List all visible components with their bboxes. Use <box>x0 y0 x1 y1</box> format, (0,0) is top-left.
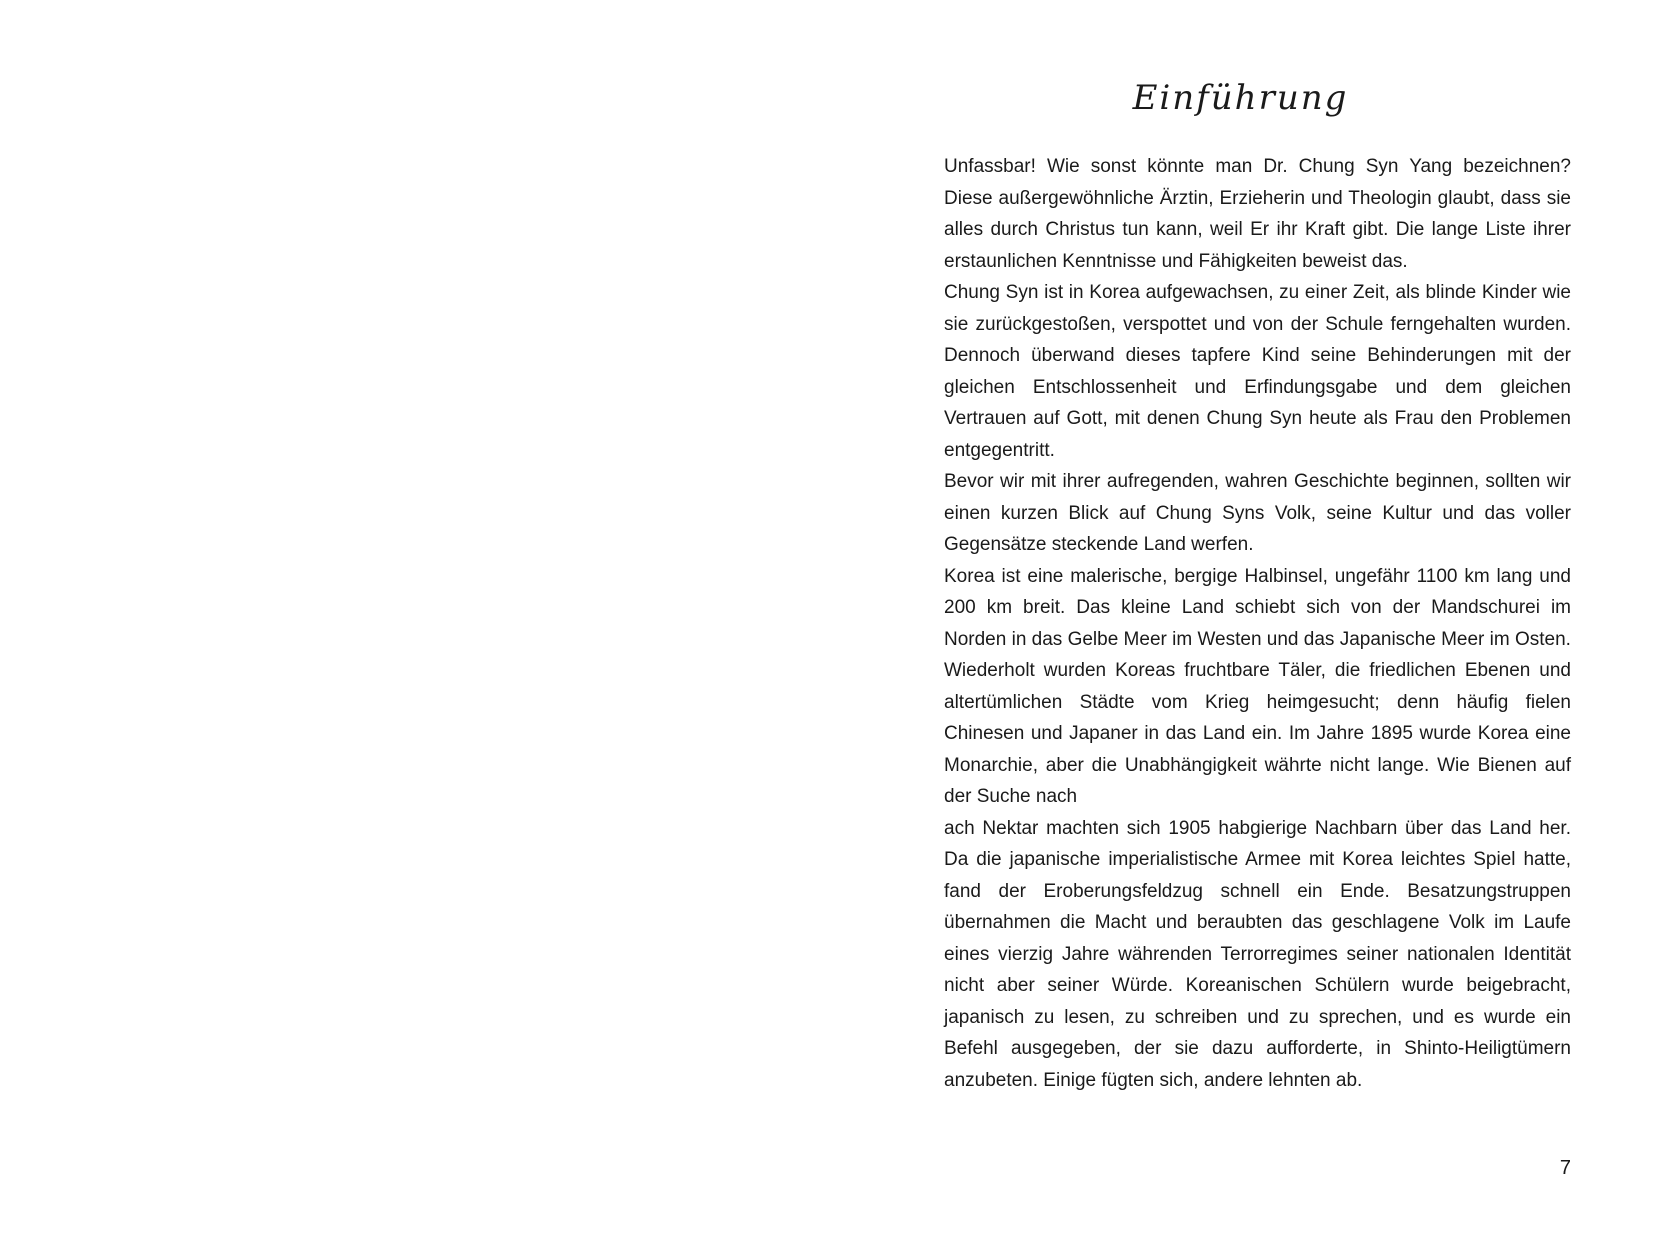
chapter-title: Einführung <box>1132 78 1349 118</box>
paragraph-childhood: Chung Syn ist in Korea aufgewachsen, zu einer Zeit, als blinde Kinder wie sie zurückgestoßen, verspottet und von der Schule ferngehalten wurden. Dennoch überwand dieses tapfere Kind seine Behinderungen mit der gleichen Entschlossenheit und Erfindungsgabe und dem gleichen Vertrauen auf Gott, mit denen Chung Syn heute als Frau den Problemen entgegentritt. <box>944 282 1571 461</box>
body-text <box>944 151 1571 1096</box>
paragraph-occupation: ach Nektar machten sich 1905 habgierige Nachbarn über das Land her. Da die japanische imperialistische Armee mit Korea leichtes Spiel hatte, fand der Eroberungsfeldzug schnell ein Ende. Besatzungstruppen übernahmen die Macht und beraubten das geschlagene Volk im Laufe eines vierzig Jahre währenden Terrorregimes seiner nationalen Identität nicht aber seiner Würde. Koreanischen Schülern wurde beigebracht, japanisch zu lesen, zu schreiben und zu sprechen, und es wurde ein Befehl ausgegeben, der sie dazu aufforderte, in Shinto-Heiligtümern anzubeten. Einige fügten sich, andere lehnten ab. <box>944 817 1571 1091</box>
page-number: 7 <box>1559 1157 1571 1179</box>
paragraph-intro: Unfassbar! Wie sonst könnte man Dr. Chung Syn Yang bezeichnen? Diese außergewöhnliche Ärztin, Erzieherin und Theologin glaubt, dass sie alles durch Christus tun kann, weil Er ihr Kraft gibt. Die lange Liste ihrer erstaunlichen Kenntnisse und Fähigkeiten beweist das. <box>944 156 1571 272</box>
paragraph-history: Wiederholt wurden Koreas fruchtbare Täler, die friedlichen Ebenen und altertümlichen Städte vom Krieg heimgesucht; denn häufig fielen Chinesen und Japaner in das Land ein. Im Jahre 1895 wurde Korea eine Monarchie, aber die Unabhängigkeit währte nicht lange. Wie Bienen auf der Suche nach <box>944 660 1571 807</box>
right-page <box>827 0 1654 1240</box>
paragraph-geography: Korea ist eine malerische, bergige Halbinsel, ungefähr 1100 km lang und 200 km breit. Das kleine Land schiebt sich von der Mandschurei im Norden in das Gelbe Meer im Westen und das Japanische Meer im Osten. <box>944 565 1571 650</box>
paragraph-preview: Bevor wir mit ihrer aufregenden, wahren Geschichte beginnen, sollten wir einen kurzen Blick auf Chung Syns Volk, seine Kultur und das voller Gegensätze steckende Land werfen. <box>944 471 1571 555</box>
